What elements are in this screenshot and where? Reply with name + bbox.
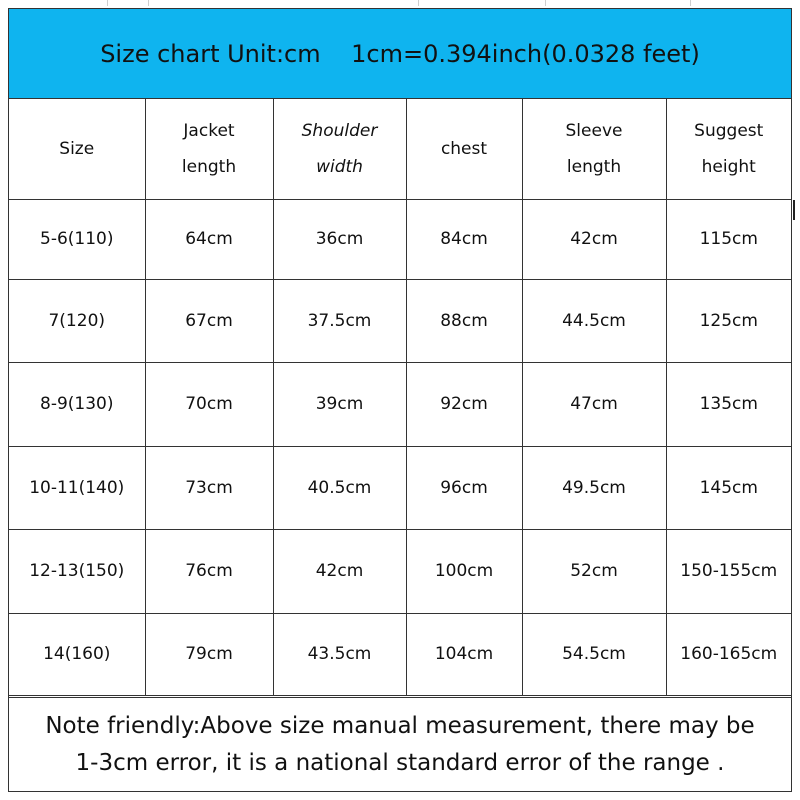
- column-header-sleeve-length: [522, 99, 666, 199]
- note-text: [45, 708, 754, 782]
- jacket-length-cell: 79cm: [145, 613, 273, 695]
- shoulder-width-cell: 42cm: [273, 529, 406, 613]
- table-row: [9, 199, 791, 279]
- sleeve-length-cell: 47cm: [522, 362, 666, 446]
- tick-mark: [418, 0, 419, 6]
- measurement-note: [9, 697, 791, 791]
- table-row: [9, 446, 791, 529]
- header-line: length: [181, 156, 237, 177]
- header-line: Shoulder: [301, 120, 378, 141]
- suggest-height-cell: 135cm: [666, 362, 791, 446]
- shoulder-width-cell: 39cm: [273, 362, 406, 446]
- jacket-length-cell: 73cm: [145, 446, 273, 529]
- shoulder-width-cell: 37.5cm: [273, 279, 406, 362]
- note-line-1: Note friendly:Above size manual measurement, there may be: [45, 712, 755, 739]
- column-header-shoulder-width: [273, 99, 406, 199]
- shoulder-width-cell: 40.5cm: [273, 446, 406, 529]
- chest-cell: 100cm: [406, 529, 522, 613]
- suggest-height-cell: 150-155cm: [666, 529, 791, 613]
- top-tick-marks: [0, 0, 800, 8]
- shoulder-width-cell: 43.5cm: [273, 613, 406, 695]
- chest-cell: 104cm: [406, 613, 522, 695]
- header-line: chest: [440, 138, 488, 159]
- table-row: [9, 362, 791, 446]
- table-row: [9, 529, 791, 613]
- sleeve-length-cell: 44.5cm: [522, 279, 666, 362]
- jacket-length-cell: 64cm: [145, 199, 273, 279]
- chart-title: Size chart Unit:cm 1cm=0.394inch(0.0328 feet): [9, 9, 791, 99]
- column-header-suggest-height: [666, 99, 791, 199]
- chest-cell: 88cm: [406, 279, 522, 362]
- tick-mark: [545, 0, 546, 6]
- header-line: Jacket: [183, 120, 235, 141]
- column-header-chest: [406, 99, 522, 199]
- jacket-length-cell: 76cm: [145, 529, 273, 613]
- sleeve-length-cell: 49.5cm: [522, 446, 666, 529]
- jacket-length-cell: 70cm: [145, 362, 273, 446]
- size-chart: [8, 8, 792, 792]
- jacket-length-cell: 67cm: [145, 279, 273, 362]
- header-line: length: [566, 156, 622, 177]
- header-line: Sleeve: [565, 120, 623, 141]
- note-line-2: 1-3cm error, it is a national standard error of the range .: [75, 749, 725, 776]
- chest-cell: 92cm: [406, 362, 522, 446]
- suggest-height-cell: 160-165cm: [666, 613, 791, 695]
- suggest-height-cell: 125cm: [666, 279, 791, 362]
- header-line: Suggest: [694, 120, 764, 141]
- header-line: Size: [59, 138, 95, 159]
- suggest-height-cell: 115cm: [666, 199, 791, 279]
- sleeve-length-cell: 54.5cm: [522, 613, 666, 695]
- column-header-jacket-length: [145, 99, 273, 199]
- table-row: [9, 613, 791, 695]
- header-line: height: [701, 156, 756, 177]
- suggest-height-cell: 145cm: [666, 446, 791, 529]
- size-cell: 12-13(150): [9, 529, 145, 613]
- size-table: [9, 99, 791, 696]
- table-row: [9, 279, 791, 362]
- header-line: width: [316, 156, 363, 177]
- chest-cell: 96cm: [406, 446, 522, 529]
- size-cell: 7(120): [9, 279, 145, 362]
- shoulder-width-cell: 36cm: [273, 199, 406, 279]
- sleeve-length-cell: 42cm: [522, 199, 666, 279]
- size-cell: 10-11(140): [9, 446, 145, 529]
- size-cell: 5-6(110): [9, 199, 145, 279]
- tick-mark: [148, 0, 149, 6]
- size-cell: 8-9(130): [9, 362, 145, 446]
- chest-cell: 84cm: [406, 199, 522, 279]
- tick-mark: [690, 0, 691, 6]
- text-cursor-mark: [793, 200, 795, 220]
- sleeve-length-cell: 52cm: [522, 529, 666, 613]
- tick-mark: [107, 0, 108, 6]
- table-header-row: [9, 99, 791, 199]
- column-header-size: [9, 99, 145, 199]
- size-cell: 14(160): [9, 613, 145, 695]
